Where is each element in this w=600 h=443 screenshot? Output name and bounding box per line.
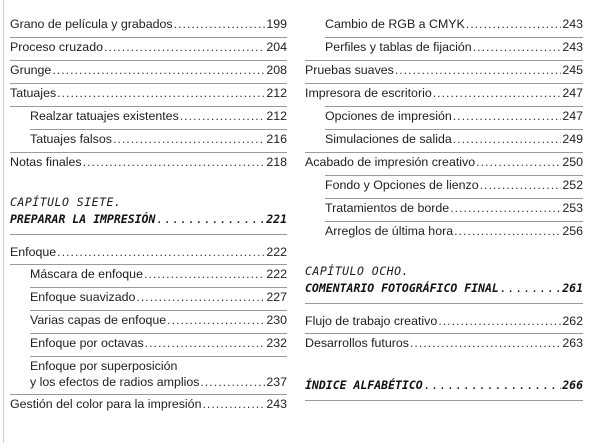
toc-entry-page: 249 — [562, 132, 583, 146]
index-page: 266 — [562, 378, 583, 392]
toc-entry[interactable] — [305, 314, 583, 329]
toc-subentry[interactable] — [30, 313, 287, 328]
toc-entry-label: Acabado de impresión creativo — [305, 155, 476, 169]
toc-subentry[interactable] — [30, 109, 287, 124]
toc-entry-label: Varias capas de enfoque — [30, 313, 167, 327]
leader-dots — [466, 17, 562, 32]
toc-subentry[interactable] — [325, 178, 583, 193]
toc-entry-label: Cambio de RGB a CMYK — [325, 17, 465, 31]
toc-entry-page: 247 — [562, 86, 583, 100]
toc-entry[interactable] — [305, 155, 583, 170]
leader-dots — [202, 397, 265, 412]
leader-dots — [136, 290, 265, 305]
chapter-title: PREPARAR LA IMPRESIÓN — [10, 212, 156, 226]
toc-entry-label: y los efectos de radios amplios — [30, 375, 200, 389]
leader-dots — [500, 281, 561, 295]
index-heading[interactable] — [305, 378, 583, 392]
divider — [10, 106, 287, 107]
toc-entry[interactable] — [305, 63, 583, 78]
toc-entry[interactable] — [10, 17, 287, 32]
leader-dots — [480, 178, 562, 193]
divider — [10, 234, 287, 235]
toc-subentry[interactable] — [325, 40, 583, 55]
toc-entry-page: 256 — [562, 224, 583, 238]
leader-dots — [453, 132, 562, 147]
leader-dots — [395, 63, 561, 78]
toc-entry-label: Arreglos de última hora — [325, 224, 454, 238]
leader-dots — [57, 245, 265, 260]
chapter-heading[interactable] — [305, 281, 583, 295]
divider — [10, 152, 287, 153]
toc-entry-label: Pruebas suaves — [305, 63, 394, 77]
toc-entry-label: Impresora de escritorio — [305, 86, 432, 100]
toc-subentry[interactable] — [325, 17, 583, 32]
divider — [10, 37, 287, 38]
divider — [325, 198, 583, 199]
divider — [30, 287, 287, 288]
toc-entry-page: 253 — [562, 201, 583, 215]
leader-dots — [167, 313, 265, 328]
divider — [30, 129, 287, 130]
divider — [325, 129, 583, 130]
toc-subentry[interactable] — [30, 132, 287, 147]
toc-entry-page: 212 — [266, 109, 287, 123]
toc-entry-page: 212 — [266, 86, 287, 100]
toc-entry-page: 243 — [266, 397, 287, 411]
leader-dots — [57, 86, 265, 101]
toc-entry-label: Proceso cruzado — [10, 40, 103, 54]
chapter-title: COMENTARIO FOTOGRÁFICO FINAL — [305, 281, 499, 295]
divider — [325, 221, 583, 222]
leader-dots — [156, 212, 265, 226]
toc-entry-label: Gestión del color para la impresión — [10, 397, 202, 411]
toc-entry-label: Desarrollos futuros — [305, 336, 409, 350]
divider — [305, 60, 583, 61]
toc-entry-label: Simulaciones de salida — [325, 132, 452, 146]
divider — [325, 106, 583, 107]
toc-entry-page: 262 — [562, 314, 583, 328]
toc-subentry[interactable] — [325, 201, 583, 216]
divider — [10, 264, 287, 265]
leader-dots — [180, 109, 266, 124]
toc-entry-label: Enfoque — [10, 245, 57, 259]
chapter-heading[interactable] — [10, 212, 287, 226]
divider — [305, 83, 583, 84]
toc-entry-label: Grano de película y grabados — [10, 17, 173, 31]
index-title: ÍNDICE ALFABÉTICO — [305, 378, 423, 392]
toc-entry-label: Fondo y Opciones de lienzo — [325, 178, 479, 192]
toc-entry-label: Tratamientos de borde — [325, 201, 450, 215]
divider — [305, 152, 583, 153]
toc-entry-page: 243 — [562, 17, 583, 31]
toc-entry-label: Flujo de trabajo creativo — [305, 314, 438, 328]
chapter-page: 221 — [266, 212, 287, 226]
toc-entry-label: Realzar tatuajes existentes — [30, 109, 179, 123]
leader-dots — [104, 40, 265, 55]
leader-dots — [476, 155, 561, 170]
toc-entry-page: 252 — [562, 178, 583, 192]
toc-entry-label: Enfoque suavizado — [30, 290, 136, 304]
toc-entry-page: 222 — [266, 245, 287, 259]
toc-entry-page: 263 — [562, 336, 583, 350]
toc-entry[interactable] — [10, 155, 287, 170]
toc-entry-page: 222 — [266, 267, 287, 281]
divider — [30, 356, 287, 357]
toc-entry[interactable] — [10, 245, 287, 260]
divider — [10, 394, 287, 395]
toc-entry-page: 218 — [266, 155, 287, 169]
toc-entry-page: 204 — [266, 40, 287, 54]
toc-subentry-line1[interactable]: Enfoque por superposición — [30, 359, 178, 373]
leader-dots — [424, 378, 562, 392]
toc-entry-label: Perfiles y tablas de fijación — [325, 40, 472, 54]
toc-entry-label: Enfoque por octavas — [30, 336, 144, 350]
leader-dots — [438, 314, 561, 329]
toc-subentry[interactable] — [325, 224, 583, 239]
toc-entry[interactable] — [305, 86, 583, 101]
toc-entry[interactable] — [305, 336, 583, 351]
toc-entry-page: 199 — [266, 17, 287, 31]
toc-entry[interactable] — [10, 86, 287, 101]
leader-dots — [454, 224, 561, 239]
leader-dots — [113, 132, 265, 147]
toc-entry-label: Tatuajes — [10, 86, 57, 100]
divider — [30, 333, 287, 334]
toc-entry-label: Tatuajes falsos — [30, 132, 112, 146]
leader-dots — [453, 109, 562, 124]
toc-entry-page: 230 — [266, 313, 287, 327]
leader-dots — [174, 17, 266, 32]
leader-dots — [144, 267, 265, 282]
divider — [305, 333, 583, 334]
chapter-page: 261 — [562, 281, 583, 295]
left-page-edge — [3, 0, 4, 443]
toc-entry-label: Máscara de enfoque — [30, 267, 143, 281]
divider — [325, 175, 583, 176]
toc-entry-page: 245 — [562, 63, 583, 77]
leader-dots — [200, 375, 265, 390]
toc-entry[interactable] — [10, 63, 287, 78]
leader-dots — [410, 336, 561, 351]
toc-entry-label: Grunge — [10, 63, 52, 77]
toc-entry-label: Opciones de impresión — [325, 109, 452, 123]
toc-entry-label: Notas finales — [10, 155, 82, 169]
leader-dots — [433, 86, 562, 101]
toc-entry-page: 250 — [562, 155, 583, 169]
toc-entry-page: 208 — [266, 63, 287, 77]
toc-subentry[interactable] — [30, 336, 287, 351]
divider — [10, 83, 287, 84]
toc-entry-page: 232 — [266, 336, 287, 350]
divider — [325, 37, 583, 38]
toc-entry-page: 227 — [266, 290, 287, 304]
leader-dots — [83, 155, 266, 170]
toc-subentry[interactable] — [30, 375, 287, 390]
toc-entry-page: 237 — [266, 375, 287, 389]
divider — [305, 400, 583, 401]
toc-subentry[interactable] — [325, 109, 583, 124]
toc-entry-page: 247 — [562, 109, 583, 123]
divider — [305, 303, 583, 304]
chapter-number: CAPÍTULO SIETE. — [10, 195, 122, 209]
toc-subentry[interactable] — [325, 132, 583, 147]
leader-dots — [450, 201, 561, 216]
divider — [10, 60, 287, 61]
divider — [30, 310, 287, 311]
toc-subentry[interactable] — [30, 267, 287, 282]
leader-dots — [145, 336, 266, 351]
leader-dots — [52, 63, 265, 78]
toc-entry-page: 243 — [562, 40, 583, 54]
leader-dots — [473, 40, 562, 55]
chapter-number: CAPÍTULO OCHO. — [305, 264, 409, 278]
toc-subentry[interactable] — [30, 290, 287, 305]
toc-entry-page: 216 — [266, 132, 287, 146]
toc-entry[interactable] — [10, 40, 287, 55]
toc-entry[interactable] — [10, 397, 287, 412]
